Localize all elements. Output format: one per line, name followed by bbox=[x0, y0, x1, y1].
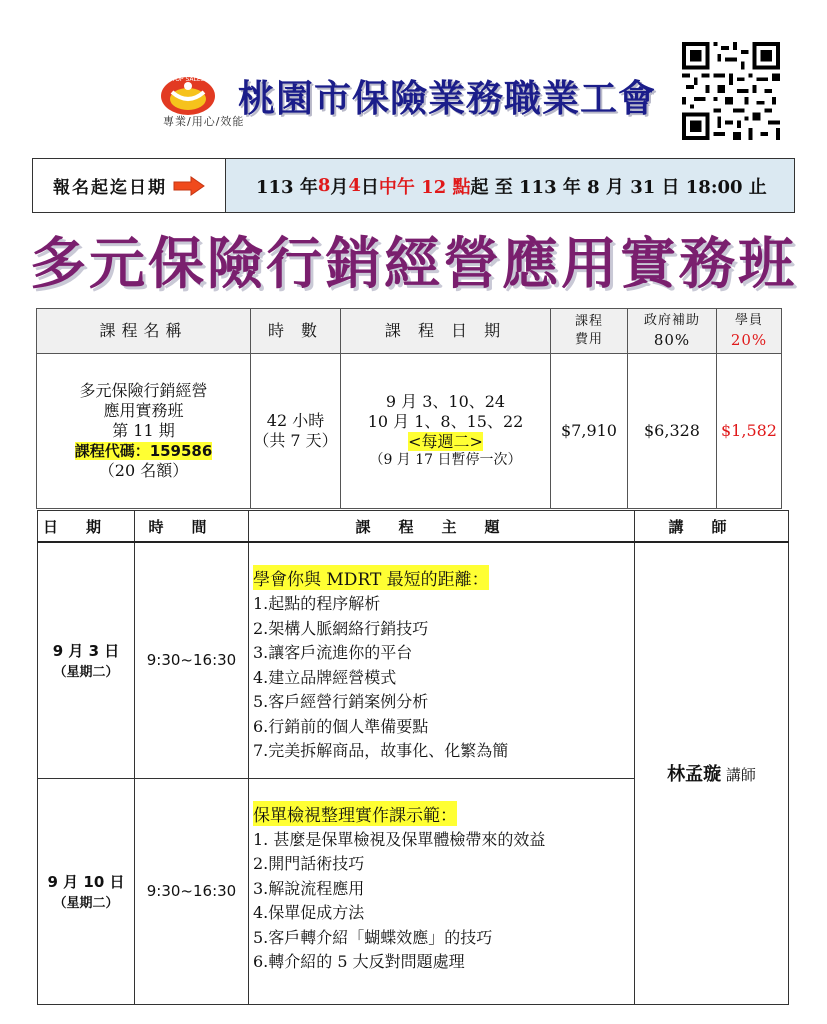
union-logo-emblem bbox=[158, 72, 232, 116]
session-date: 9 月 3 日 （星期二） bbox=[38, 542, 135, 778]
emblem-text: TOP SALES bbox=[171, 76, 205, 83]
student-payment: $1,582 bbox=[717, 354, 782, 509]
lecturer-cell bbox=[635, 542, 789, 1004]
schedule-table bbox=[37, 510, 789, 1005]
session-row bbox=[38, 542, 789, 778]
header-course-dates: 課 程 日 期 bbox=[341, 309, 551, 354]
header-hours: 時 數 bbox=[251, 309, 341, 354]
topic-item: 5.客戶經營行銷案例分析 bbox=[253, 692, 429, 711]
topic-item: 1.起點的程序解析 bbox=[253, 594, 381, 613]
course-row bbox=[37, 354, 782, 509]
government-subsidy: $6,328 bbox=[628, 354, 717, 509]
session-date: 9 月 10 日 （星期二） bbox=[38, 778, 135, 1004]
header-student-share: 學員 20% bbox=[717, 309, 782, 354]
session-topic bbox=[249, 778, 635, 1004]
registration-label: 報名起迄日期 bbox=[53, 178, 167, 198]
topic-title: 學會你與 MDRT 最短的距離： bbox=[253, 565, 489, 590]
course-title: 多元保險行銷經營應用實務班 bbox=[30, 232, 797, 297]
header-course-name: 課程名稱 bbox=[37, 309, 251, 354]
course-dates-cell: 9 月 3、10、24 10 月 1、8、15、22 <每週二> （9 月 17 日暫停一次） bbox=[341, 354, 551, 509]
registration-dates: 113 年 8 月 4 日 中午 12 點 起 至 113 年 8 月 31 日 18:00 止 bbox=[226, 159, 794, 212]
lecturer-name: 林孟璇 bbox=[667, 764, 722, 786]
course-overview-table bbox=[36, 308, 782, 509]
header-lecturer: 講師 bbox=[635, 511, 789, 543]
topic-item: 6.行銷前的個人準備要點 bbox=[253, 716, 429, 736]
union-slogan: 專業/用心/效能 bbox=[163, 115, 245, 128]
course-hours-cell: 42 小時 （共 7 天） bbox=[251, 354, 341, 509]
course-code: 課程代碼：159586 bbox=[74, 442, 213, 460]
header-time: 時間 bbox=[135, 511, 249, 543]
session-topic bbox=[249, 542, 635, 778]
course-fee: $7,910 bbox=[551, 354, 628, 509]
topic-item: 6.轉介紹的 5 大反對問題處理 bbox=[253, 952, 465, 971]
topic-item: 2.開門話術技巧 bbox=[253, 854, 365, 873]
registration-period-bar bbox=[32, 158, 795, 213]
topic-item: 7.完美拆解商品，故事化、化繁為簡 bbox=[253, 741, 509, 760]
header-topic: 課程主題 bbox=[249, 511, 635, 543]
topic-item: 5.客戶轉介紹「蝴蝶效應」的技巧 bbox=[253, 927, 493, 947]
topic-item: 4.保單促成方法 bbox=[253, 903, 365, 922]
topic-item: 1. 甚麼是保單檢視及保單體檢帶來的效益 bbox=[253, 829, 546, 849]
header-date: 日期 bbox=[38, 511, 135, 543]
header-fee: 課程 費用 bbox=[551, 309, 628, 354]
topic-title: 保單檢視整理實作課示範： bbox=[253, 801, 457, 826]
course-name-cell: 多元保險行銷經營 應用實務班 第 11 期 課程代碼：159586 （20 名額） bbox=[37, 354, 251, 509]
header-subsidy: 政府補助 80% bbox=[628, 309, 717, 354]
registration-label-cell bbox=[33, 159, 226, 212]
schedule-header-row bbox=[38, 511, 789, 543]
topic-item: 3.讓客戶流進你的平台 bbox=[253, 643, 413, 662]
session-time: 9:30~16:30 bbox=[135, 542, 249, 778]
lecturer-title: 講師 bbox=[721, 766, 756, 785]
union-name: 桃園市保險業務職業工會 bbox=[238, 77, 656, 120]
topic-item: 2.架構人脈網絡行銷技巧 bbox=[253, 618, 429, 638]
qr-code[interactable] bbox=[682, 42, 780, 140]
topic-item: 4.建立品牌經營模式 bbox=[253, 667, 397, 687]
arrow-right-icon bbox=[173, 176, 205, 196]
session-time: 9:30~16:30 bbox=[135, 778, 249, 1004]
topic-item: 3.解說流程應用 bbox=[253, 878, 365, 898]
table-header-row bbox=[37, 309, 782, 354]
